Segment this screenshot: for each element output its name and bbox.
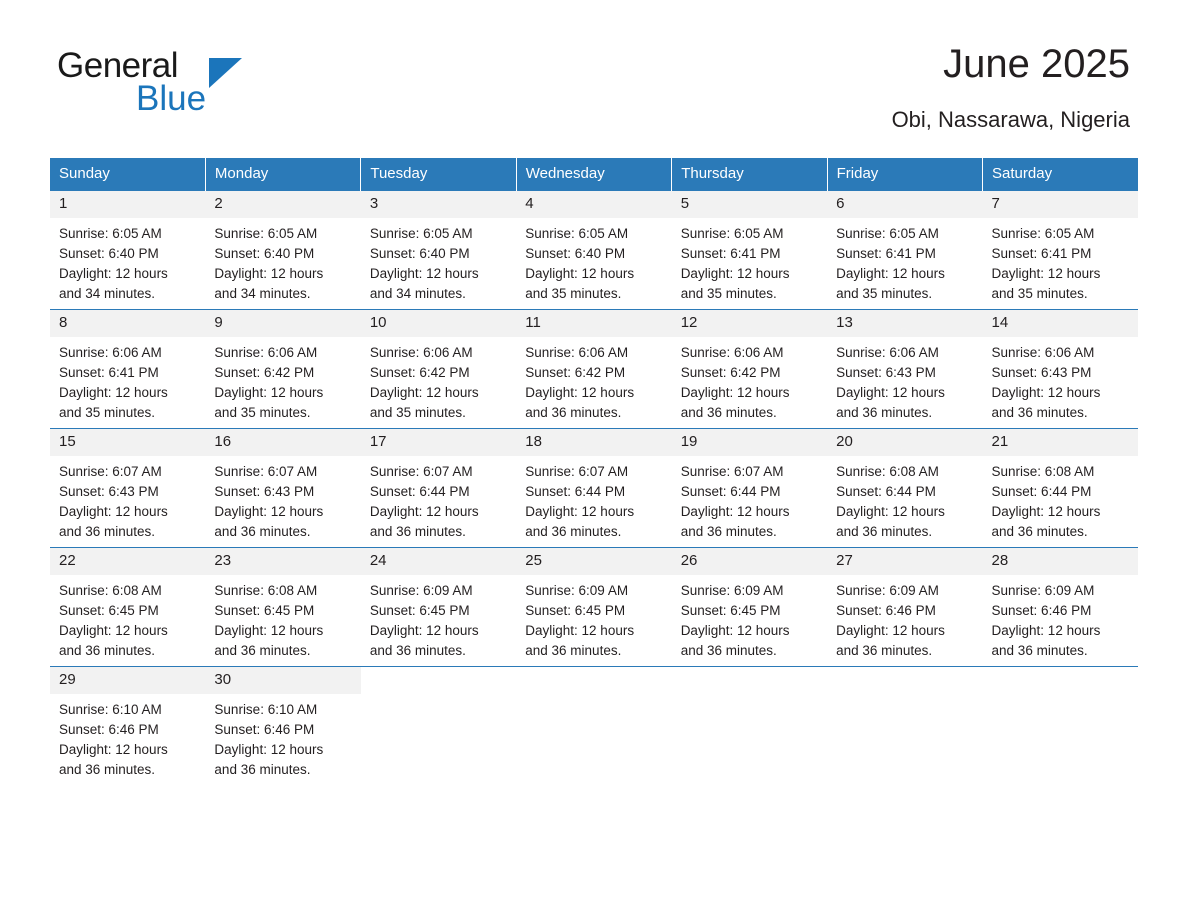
calendar-day-cell-empty xyxy=(361,667,516,786)
sunset-text: Sunset: 6:40 PM xyxy=(59,246,159,261)
daylight-text-line2: and 36 minutes. xyxy=(369,524,466,539)
day-info xyxy=(827,575,982,661)
sunrise-text: Sunrise: 6:06 AM xyxy=(836,345,939,360)
day-number xyxy=(516,667,671,705)
day-number: 4 xyxy=(516,191,671,218)
daylight-text-line1: Daylight: 12 hours xyxy=(525,504,635,519)
day-info xyxy=(983,575,1138,661)
sunrise-text: Sunrise: 6:08 AM xyxy=(59,583,162,598)
sunrise-text: Sunrise: 6:08 AM xyxy=(991,464,1095,479)
sunset-text: Sunset: 6:41 PM xyxy=(836,246,936,261)
day-info xyxy=(361,456,516,542)
sunrise-text: Sunrise: 6:09 AM xyxy=(369,583,473,598)
daylight-text-line1: Daylight: 12 hours xyxy=(525,385,635,400)
calendar-day-cell[interactable] xyxy=(983,548,1138,667)
day-info xyxy=(672,456,827,542)
sunrise-text: Sunrise: 6:07 AM xyxy=(214,464,318,479)
calendar-day-cell[interactable] xyxy=(205,310,360,429)
sunset-text: Sunset: 6:46 PM xyxy=(214,722,315,737)
day-info xyxy=(516,337,671,423)
logo-text-general: General xyxy=(57,46,179,85)
weekday-header-thursday: Thursday xyxy=(672,158,827,191)
sunrise-text: Sunrise: 6:09 AM xyxy=(525,583,629,598)
daylight-text-line1: Daylight: 12 hours xyxy=(59,742,168,757)
calendar-week-row xyxy=(50,548,1138,667)
sunset-text: Sunset: 6:45 PM xyxy=(59,603,159,618)
calendar-header-row xyxy=(50,158,1138,191)
day-number: 12 xyxy=(672,310,827,337)
daylight-text-line2: and 36 minutes. xyxy=(836,524,933,539)
daylight-text-line2: and 36 minutes. xyxy=(836,643,933,658)
daylight-text-line2: and 35 minutes. xyxy=(214,405,311,420)
daylight-text-line1: Daylight: 12 hours xyxy=(836,504,945,519)
sunset-text: Sunset: 6:45 PM xyxy=(369,603,470,618)
daylight-text-line2: and 35 minutes. xyxy=(525,286,622,301)
sunset-text: Sunset: 6:44 PM xyxy=(680,484,781,499)
daylight-text-line2: and 36 minutes. xyxy=(59,762,156,777)
sunrise-text: Sunrise: 6:10 AM xyxy=(214,702,318,717)
day-info xyxy=(827,218,982,304)
day-number: 5 xyxy=(672,191,827,218)
sunrise-text: Sunrise: 6:09 AM xyxy=(680,583,784,598)
day-number: 18 xyxy=(516,429,671,456)
sunrise-text: Sunrise: 6:05 AM xyxy=(369,226,473,241)
calendar-day-cell-empty xyxy=(827,667,982,786)
sunrise-text: Sunrise: 6:06 AM xyxy=(680,345,784,360)
day-info xyxy=(516,575,671,661)
sunrise-text: Sunrise: 6:05 AM xyxy=(214,226,318,241)
sunset-text: Sunset: 6:43 PM xyxy=(214,484,315,499)
daylight-text-line2: and 36 minutes. xyxy=(214,643,311,658)
sunset-text: Sunset: 6:40 PM xyxy=(525,246,626,261)
sunrise-text: Sunrise: 6:06 AM xyxy=(991,345,1095,360)
sunset-text: Sunset: 6:44 PM xyxy=(991,484,1092,499)
calendar-day-cell[interactable] xyxy=(672,548,827,667)
daylight-text-line1: Daylight: 12 hours xyxy=(836,623,945,638)
calendar-day-cell[interactable] xyxy=(672,191,827,310)
sunset-text: Sunset: 6:44 PM xyxy=(836,484,936,499)
sunrise-text: Sunrise: 6:05 AM xyxy=(836,226,939,241)
day-number: 25 xyxy=(516,548,671,575)
day-number: 28 xyxy=(983,548,1138,575)
sunrise-text: Sunrise: 6:06 AM xyxy=(525,345,629,360)
sunrise-text: Sunrise: 6:05 AM xyxy=(991,226,1095,241)
sunset-text: Sunset: 6:45 PM xyxy=(214,603,315,618)
sunrise-text: Sunrise: 6:06 AM xyxy=(369,345,473,360)
sunset-text: Sunset: 6:42 PM xyxy=(369,365,470,380)
day-number: 19 xyxy=(672,429,827,456)
daylight-text-line1: Daylight: 12 hours xyxy=(991,266,1101,281)
calendar-day-cell[interactable] xyxy=(516,310,671,429)
daylight-text-line1: Daylight: 12 hours xyxy=(680,266,790,281)
calendar-day-cell[interactable] xyxy=(516,429,671,548)
daylight-text-line2: and 35 minutes. xyxy=(369,405,466,420)
sunset-text: Sunset: 6:45 PM xyxy=(525,603,626,618)
daylight-text-line2: and 36 minutes. xyxy=(59,643,156,658)
daylight-text-line2: and 34 minutes. xyxy=(214,286,311,301)
daylight-text-line2: and 35 minutes. xyxy=(836,286,933,301)
day-info xyxy=(672,218,827,304)
sunset-text: Sunset: 6:44 PM xyxy=(525,484,626,499)
sunset-text: Sunset: 6:40 PM xyxy=(369,246,470,261)
day-info xyxy=(516,456,671,542)
day-number xyxy=(827,667,982,705)
daylight-text-line2: and 36 minutes. xyxy=(214,524,311,539)
calendar-day-cell[interactable] xyxy=(672,310,827,429)
daylight-text-line1: Daylight: 12 hours xyxy=(214,266,324,281)
day-info xyxy=(205,456,360,542)
day-info xyxy=(205,218,360,304)
daylight-text-line1: Daylight: 12 hours xyxy=(991,385,1101,400)
day-number: 2 xyxy=(205,191,360,218)
daylight-text-line2: and 36 minutes. xyxy=(991,643,1088,658)
daylight-text-line1: Daylight: 12 hours xyxy=(680,504,790,519)
calendar-day-cell[interactable] xyxy=(50,191,205,310)
day-number: 27 xyxy=(827,548,982,575)
daylight-text-line1: Daylight: 12 hours xyxy=(369,266,479,281)
sunset-text: Sunset: 6:40 PM xyxy=(214,246,315,261)
page-header xyxy=(50,0,1138,140)
daylight-text-line2: and 36 minutes. xyxy=(680,405,777,420)
day-number: 1 xyxy=(50,191,205,218)
daylight-text-line2: and 36 minutes. xyxy=(991,524,1088,539)
calendar-day-cell[interactable] xyxy=(205,548,360,667)
sunset-text: Sunset: 6:42 PM xyxy=(680,365,781,380)
day-number: 20 xyxy=(827,429,982,456)
daylight-text-line2: and 34 minutes. xyxy=(59,286,156,301)
day-info xyxy=(50,575,205,661)
calendar-day-cell[interactable] xyxy=(827,429,982,548)
calendar-day-cell[interactable] xyxy=(205,429,360,548)
day-number: 16 xyxy=(205,429,360,456)
calendar-table xyxy=(50,158,1138,785)
day-info xyxy=(516,218,671,304)
sunset-text: Sunset: 6:42 PM xyxy=(214,365,315,380)
sunrise-text: Sunrise: 6:05 AM xyxy=(59,226,162,241)
calendar-day-cell[interactable] xyxy=(827,548,982,667)
sunset-text: Sunset: 6:44 PM xyxy=(369,484,470,499)
sunset-text: Sunset: 6:43 PM xyxy=(836,365,936,380)
sunset-text: Sunset: 6:41 PM xyxy=(59,365,159,380)
day-number: 6 xyxy=(827,191,982,218)
calendar-day-cell[interactable] xyxy=(361,548,516,667)
sunrise-text: Sunrise: 6:07 AM xyxy=(525,464,629,479)
sunset-text: Sunset: 6:42 PM xyxy=(525,365,626,380)
daylight-text-line1: Daylight: 12 hours xyxy=(525,266,635,281)
calendar-day-cell[interactable] xyxy=(205,191,360,310)
day-number: 8 xyxy=(50,310,205,337)
daylight-text-line1: Daylight: 12 hours xyxy=(991,623,1101,638)
daylight-text-line1: Daylight: 12 hours xyxy=(59,623,168,638)
sunrise-text: Sunrise: 6:07 AM xyxy=(369,464,473,479)
day-info xyxy=(205,337,360,423)
day-number: 22 xyxy=(50,548,205,575)
day-number xyxy=(672,667,827,705)
day-info xyxy=(361,575,516,661)
day-number: 24 xyxy=(361,548,516,575)
calendar-day-cell-empty xyxy=(516,667,671,786)
weekday-header-sunday: Sunday xyxy=(50,158,205,191)
day-info xyxy=(983,337,1138,423)
daylight-text-line1: Daylight: 12 hours xyxy=(680,385,790,400)
day-info xyxy=(50,337,205,423)
calendar-week-row xyxy=(50,429,1138,548)
calendar-day-cell[interactable] xyxy=(361,191,516,310)
day-info xyxy=(205,694,360,780)
day-number: 26 xyxy=(672,548,827,575)
daylight-text-line2: and 36 minutes. xyxy=(525,524,622,539)
day-number: 11 xyxy=(516,310,671,337)
daylight-text-line2: and 36 minutes. xyxy=(369,643,466,658)
calendar-week-row xyxy=(50,310,1138,429)
page-title: June 2025 xyxy=(943,42,1130,86)
calendar-day-cell[interactable] xyxy=(50,667,205,786)
daylight-text-line1: Daylight: 12 hours xyxy=(214,623,324,638)
calendar-day-cell[interactable] xyxy=(827,310,982,429)
daylight-text-line1: Daylight: 12 hours xyxy=(369,385,479,400)
day-number: 7 xyxy=(983,191,1138,218)
calendar-day-cell[interactable] xyxy=(983,310,1138,429)
sunset-text: Sunset: 6:43 PM xyxy=(991,365,1092,380)
sunrise-text: Sunrise: 6:09 AM xyxy=(991,583,1095,598)
daylight-text-line1: Daylight: 12 hours xyxy=(525,623,635,638)
day-number: 23 xyxy=(205,548,360,575)
daylight-text-line1: Daylight: 12 hours xyxy=(991,504,1101,519)
daylight-text-line2: and 34 minutes. xyxy=(369,286,466,301)
day-number: 21 xyxy=(983,429,1138,456)
day-number: 9 xyxy=(205,310,360,337)
daylight-text-line2: and 35 minutes. xyxy=(991,286,1088,301)
daylight-text-line2: and 36 minutes. xyxy=(525,643,622,658)
calendar-day-cell[interactable] xyxy=(50,310,205,429)
page-location: Obi, Nassarawa, Nigeria xyxy=(891,107,1130,132)
sunrise-text: Sunrise: 6:08 AM xyxy=(214,583,318,598)
weekday-header-wednesday: Wednesday xyxy=(516,158,671,191)
day-number xyxy=(361,667,516,705)
daylight-text-line2: and 36 minutes. xyxy=(214,762,311,777)
calendar-week-row xyxy=(50,191,1138,310)
day-info xyxy=(50,694,205,780)
daylight-text-line1: Daylight: 12 hours xyxy=(214,504,324,519)
sunrise-text: Sunrise: 6:06 AM xyxy=(214,345,318,360)
calendar-day-cell[interactable] xyxy=(672,429,827,548)
calendar-day-cell[interactable] xyxy=(827,191,982,310)
triangle-icon xyxy=(209,58,242,88)
calendar-day-cell-empty xyxy=(672,667,827,786)
sunset-text: Sunset: 6:43 PM xyxy=(59,484,159,499)
day-number: 30 xyxy=(205,667,360,694)
calendar-day-cell-empty xyxy=(983,667,1138,786)
daylight-text-line1: Daylight: 12 hours xyxy=(214,742,324,757)
day-number: 15 xyxy=(50,429,205,456)
weekday-header-tuesday: Tuesday xyxy=(361,158,516,191)
daylight-text-line1: Daylight: 12 hours xyxy=(836,266,945,281)
day-number: 29 xyxy=(50,667,205,694)
daylight-text-line1: Daylight: 12 hours xyxy=(836,385,945,400)
daylight-text-line1: Daylight: 12 hours xyxy=(369,504,479,519)
daylight-text-line2: and 35 minutes. xyxy=(59,405,156,420)
day-info xyxy=(361,337,516,423)
sunset-text: Sunset: 6:45 PM xyxy=(680,603,781,618)
day-number: 10 xyxy=(361,310,516,337)
weekday-header-monday: Monday xyxy=(205,158,360,191)
sunrise-text: Sunrise: 6:05 AM xyxy=(525,226,629,241)
daylight-text-line1: Daylight: 12 hours xyxy=(59,504,168,519)
calendar-day-cell[interactable] xyxy=(361,429,516,548)
day-info xyxy=(827,337,982,423)
daylight-text-line1: Daylight: 12 hours xyxy=(680,623,790,638)
sunset-text: Sunset: 6:41 PM xyxy=(991,246,1092,261)
daylight-text-line1: Daylight: 12 hours xyxy=(214,385,324,400)
daylight-text-line2: and 36 minutes. xyxy=(59,524,156,539)
calendar-day-cell[interactable] xyxy=(516,191,671,310)
daylight-text-line1: Daylight: 12 hours xyxy=(59,385,168,400)
sunrise-text: Sunrise: 6:07 AM xyxy=(680,464,784,479)
sunset-text: Sunset: 6:41 PM xyxy=(680,246,781,261)
day-info xyxy=(672,337,827,423)
calendar-day-cell[interactable] xyxy=(205,667,360,786)
day-info xyxy=(50,456,205,542)
logo[interactable] xyxy=(57,48,317,128)
daylight-text-line1: Daylight: 12 hours xyxy=(369,623,479,638)
calendar-day-cell[interactable] xyxy=(983,191,1138,310)
daylight-text-line1: Daylight: 12 hours xyxy=(59,266,168,281)
calendar-day-cell[interactable] xyxy=(516,548,671,667)
daylight-text-line2: and 36 minutes. xyxy=(680,524,777,539)
calendar-day-cell[interactable] xyxy=(361,310,516,429)
sunrise-text: Sunrise: 6:07 AM xyxy=(59,464,162,479)
sunrise-text: Sunrise: 6:06 AM xyxy=(59,345,162,360)
sunrise-text: Sunrise: 6:10 AM xyxy=(59,702,162,717)
daylight-text-line2: and 36 minutes. xyxy=(525,405,622,420)
day-number: 13 xyxy=(827,310,982,337)
logo-text-blue: Blue xyxy=(136,79,207,118)
day-info xyxy=(983,218,1138,304)
day-number xyxy=(983,667,1138,705)
day-info xyxy=(50,218,205,304)
day-info xyxy=(827,456,982,542)
calendar-day-cell[interactable] xyxy=(50,548,205,667)
day-number: 14 xyxy=(983,310,1138,337)
weekday-header-saturday: Saturday xyxy=(983,158,1138,191)
daylight-text-line2: and 36 minutes. xyxy=(680,643,777,658)
day-info xyxy=(361,218,516,304)
day-number: 3 xyxy=(361,191,516,218)
sunset-text: Sunset: 6:46 PM xyxy=(59,722,159,737)
day-number: 17 xyxy=(361,429,516,456)
sunrise-text: Sunrise: 6:09 AM xyxy=(836,583,939,598)
calendar-day-cell[interactable] xyxy=(50,429,205,548)
day-info xyxy=(205,575,360,661)
calendar-day-cell[interactable] xyxy=(983,429,1138,548)
daylight-text-line2: and 35 minutes. xyxy=(680,286,777,301)
calendar-week-row xyxy=(50,667,1138,786)
daylight-text-line2: and 36 minutes. xyxy=(836,405,933,420)
daylight-text-line2: and 36 minutes. xyxy=(991,405,1088,420)
day-info xyxy=(983,456,1138,542)
sunrise-text: Sunrise: 6:08 AM xyxy=(836,464,939,479)
weekday-header-friday: Friday xyxy=(827,158,982,191)
sunrise-text: Sunrise: 6:05 AM xyxy=(680,226,784,241)
day-info xyxy=(672,575,827,661)
sunset-text: Sunset: 6:46 PM xyxy=(836,603,936,618)
sunset-text: Sunset: 6:46 PM xyxy=(991,603,1092,618)
